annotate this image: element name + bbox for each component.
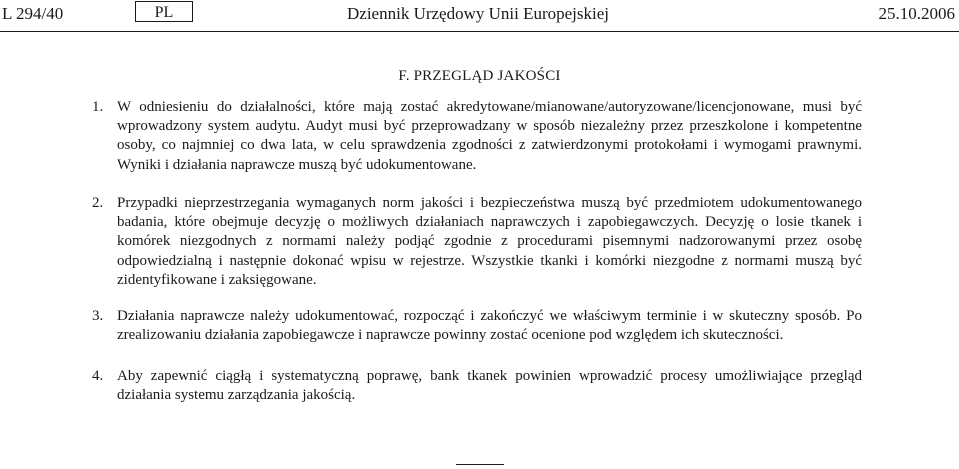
footnote-divider (456, 464, 504, 465)
paragraph-text: Działania naprawcze należy udokumentować, rozpocząć i zakończyć we właściwym terminie i w skuteczny sposób. Po zrealizowaniu działania zapobiegawcze i naprawcze powinny zostać ocenione pod względem ich skuteczności. (117, 308, 862, 344)
paragraph-number: 1. (92, 99, 104, 115)
header-divider (0, 31, 959, 32)
paragraph-number: 3. (92, 308, 104, 324)
paragraph-number: 2. (92, 195, 104, 211)
paragraph-number: 4. (92, 368, 104, 384)
paragraph-3 (92, 307, 862, 345)
language-badge: PL (135, 1, 193, 22)
page-reference: L 294/40 (2, 4, 64, 23)
journal-title: Dziennik Urzędowy Unii Europejskiej (347, 4, 610, 23)
paragraph-text: Przypadki nieprzestrzegania wymaganych norm jakości i bezpieczeństwa muszą być przedmiotem udokumentowanego badania, które obejmuje decyzję o możliwych działaniach naprawczych i zapobiegawczych. Decyzję o losie tkanek i komórek niezgodnych z normami należy podjąć zgodnie z procedurami pisemnymi nadzorowanymi przez osobę odpowiedzialną i następnie dokonać wpisu w rejestrze. Wszystkie tkanki i komórki niezgodne z normami muszą być zidentyfikowane i zaksięgowane. (117, 195, 862, 288)
paragraph-4 (92, 367, 862, 405)
paragraph-text: Aby zapewnić ciągłą i systematyczną poprawę, bank tkanek powinien wprowadzić procesy umożliwiające przegląd działania systemu zarządzania jakością. (117, 368, 862, 404)
page-header (0, 0, 959, 34)
paragraph-2 (92, 194, 862, 290)
paragraph-text: W odniesieniu do działalności, które mają zostać akredytowane/mianowane/autoryzowane/licencjonowane, musi być wprowadzony system audytu. Audyt musi być przeprowadzany w sposób niezależny przez przeszkolone i kompetentne osoby, co najmniej co dwa lata, w celu sprawdzenia zgodności z zatwierdzonymi protokołami i wymogami prawnymi. Wyniki i działania naprawcze muszą być udokumentowane. (117, 99, 862, 173)
publication-date: 25.10.2006 (878, 4, 955, 23)
paragraph-1 (92, 98, 862, 175)
section-heading (0, 67, 959, 85)
section-heading-text: F. PRZEGLĄD JAKOŚCI (398, 68, 561, 84)
